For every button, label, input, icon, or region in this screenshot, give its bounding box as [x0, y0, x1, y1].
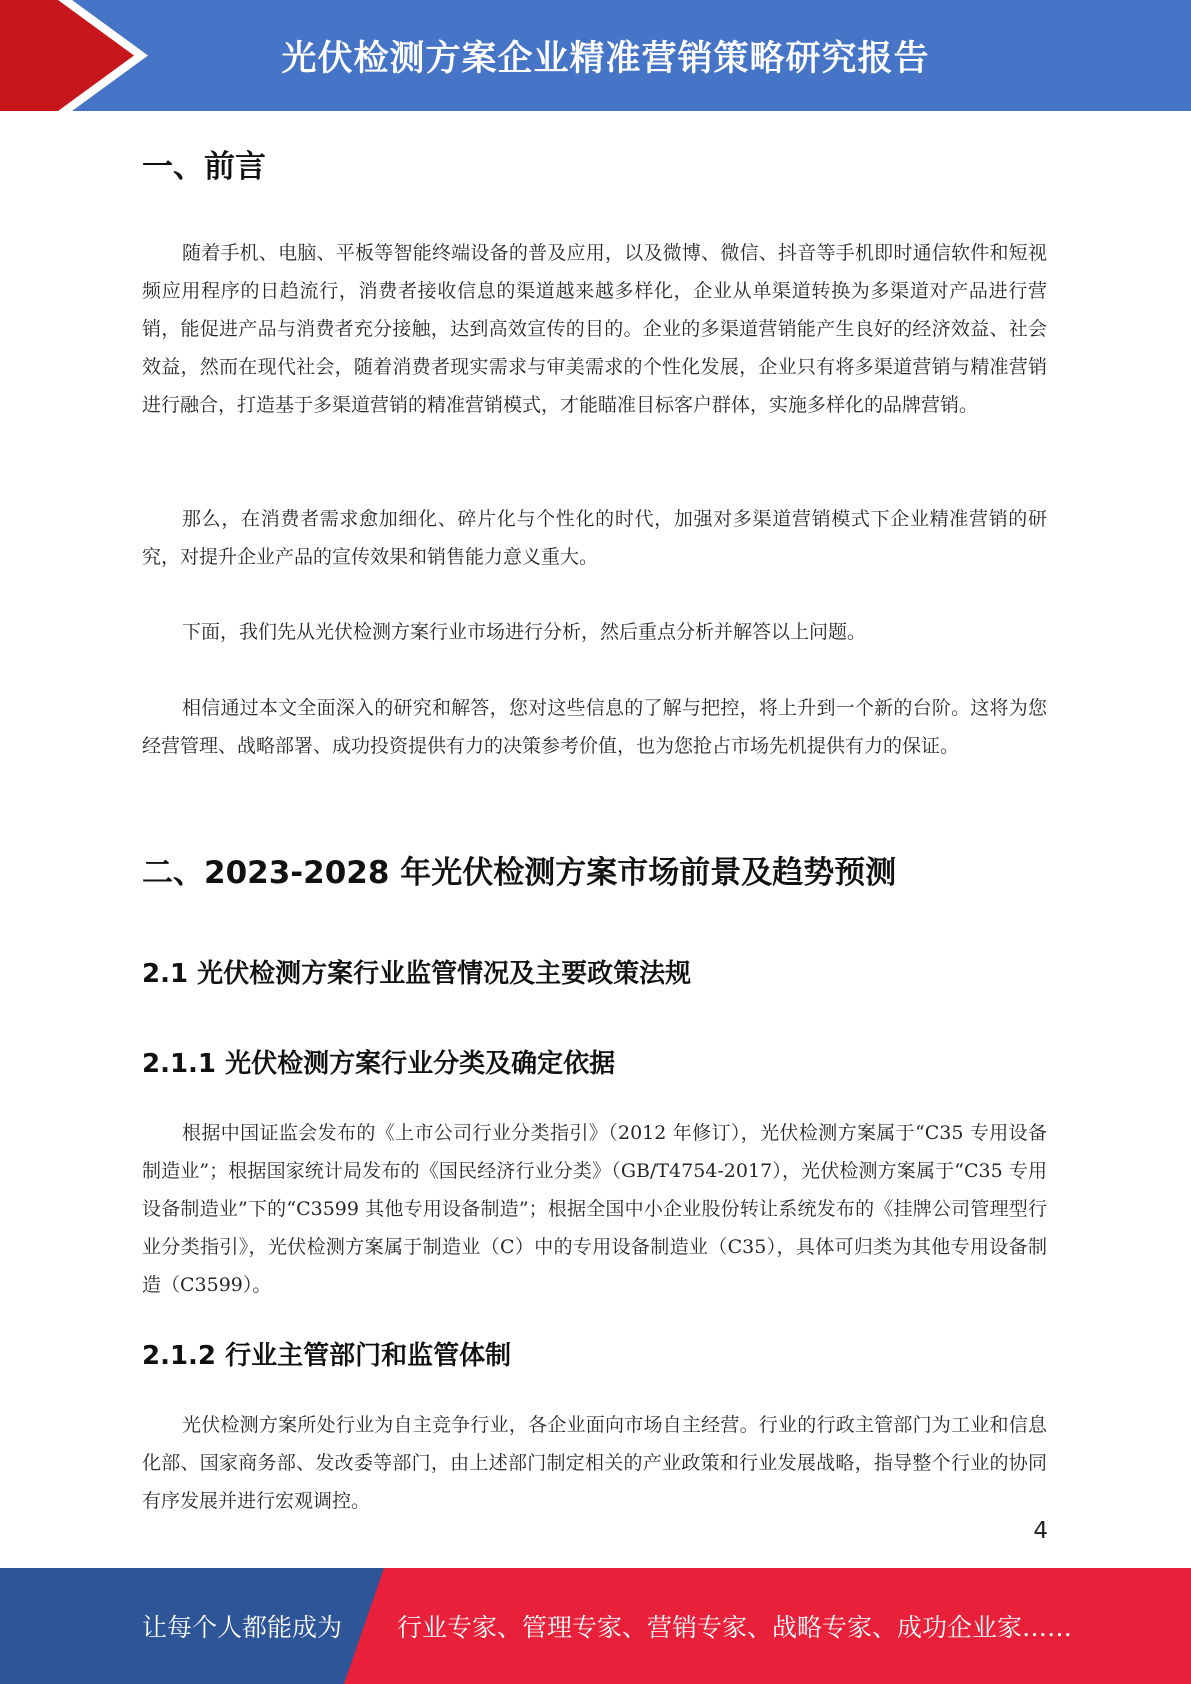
section-heading-preface: 一、前言	[142, 149, 266, 185]
classification-paragraph: 根据中国证监会发布的《上市公司行业分类指引》（2012 年修订），光伏检测方案属于“C35 专用设备制造业”；根据国家统计局发布的《国民经济行业分类》（GB/T4754-2017），光伏检测方案属于“C35 专用设备制造业”下的“C3599 其他专用设备制造”；根据全国中小企业股份转让系统发布的《挂牌公司管理型行业分类指引》，光伏检测方案属于制造业（C）中的专用设备制造业（C35），具体可归类为其他专用设备制造（C3599）。	[142, 1122, 1047, 1296]
footer-band	[0, 1568, 1191, 1684]
section-heading-forecast: 二、2023-2028 年光伏检测方案市场前景及趋势预测	[142, 855, 897, 891]
preface-paragraph-3: 下面，我们先从光伏检测方案行业市场进行分析，然后重点分析并解答以上问题。	[182, 621, 867, 643]
footer-slogan-left: 让每个人都能成为	[142, 1613, 343, 1642]
footer-slogan-right: 行业专家、管理专家、营销专家、战略专家、成功企业家……	[397, 1613, 1073, 1642]
header-band	[0, 0, 1191, 111]
subsection-heading-2-1: 2.1 光伏检测方案行业监管情况及主要政策法规	[142, 959, 692, 989]
subsection-heading-2-1-1: 2.1.1 光伏检测方案行业分类及确定依据	[142, 1049, 616, 1079]
preface-paragraph-4: 相信通过本文全面深入的研究和解答，您对这些信息的了解与把控，将上升到一个新的台阶。这将为您经营管理、战略部署、成功投资提供有力的决策参考价值，也为您抢占市场先机提供有力的保证。	[142, 697, 1047, 757]
report-title: 光伏检测方案企业精准营销策略研究报告	[281, 38, 930, 79]
page-number: 4	[1033, 1518, 1048, 1544]
header-arrow-icon	[0, 0, 160, 111]
regulation-paragraph: 光伏检测方案所处行业为自主竞争行业，各企业面向市场自主经营。行业的行政主管部门为工业和信息化部、国家商务部、发改委等部门，由上述部门制定相关的产业政策和行业发展战略，指导整个行业的协同有序发展并进行宏观调控。	[142, 1414, 1047, 1512]
preface-paragraph-1: 随着手机、电脑、平板等智能终端设备的普及应用，以及微博、微信、抖音等手机即时通信软件和短视频应用程序的日趋流行，消费者接收信息的渠道越来越多样化，企业从单渠道转换为多渠道对产品进行营销，能促进产品与消费者充分接触，达到高效宣传的目的。企业的多渠道营销能产生良好的经济效益、社会效益，然而在现代社会，随着消费者现实需求与审美需求的个性化发展，企业只有将多渠道营销与精准营销进行融合，打造基于多渠道营销的精准营销模式，才能瞄准目标客户群体，实施多样化的品牌营销。	[142, 242, 1047, 416]
subsection-heading-2-1-2: 2.1.2 行业主管部门和监管体制	[142, 1341, 512, 1371]
preface-paragraph-2: 那么，在消费者需求愈加细化、碎片化与个性化的时代，加强对多渠道营销模式下企业精准营销的研究，对提升企业产品的宣传效果和销售能力意义重大。	[142, 508, 1047, 568]
